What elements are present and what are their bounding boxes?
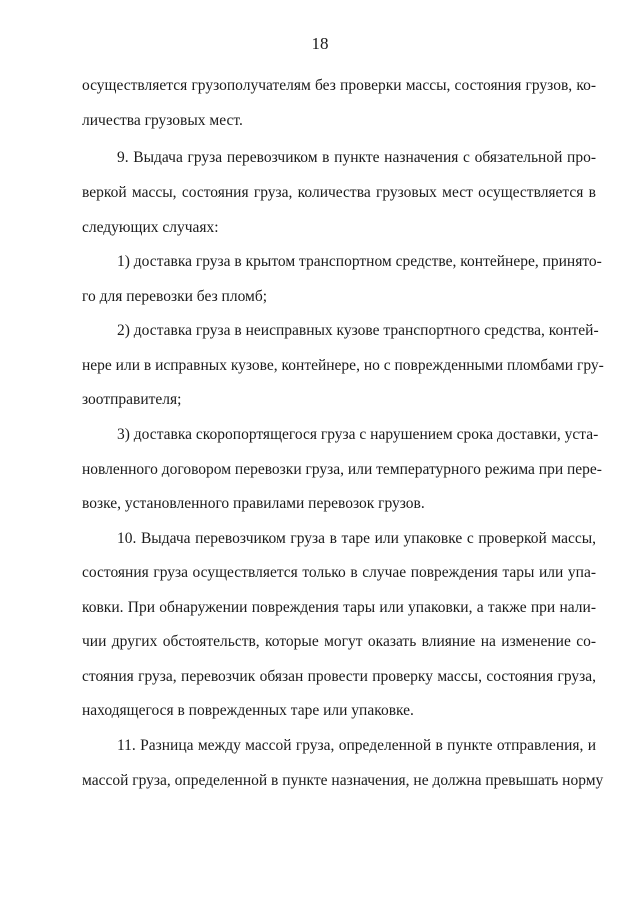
text-line: личества грузовых мест. <box>82 112 243 129</box>
text-line: нере или в исправных кузове, контейнере, но с поврежденными пломбами гру- <box>82 357 604 374</box>
list-item-1-first-line: 1) доставка груза в крытом транспортном средстве, контейнере, принято- <box>117 253 602 270</box>
text-line: стояния груза, перевозчик обязан провести проверку массы, состояния груза, <box>82 668 596 685</box>
page-number: 18 <box>311 34 329 53</box>
text-line: новленного договором перевозки груза, или температурного режима при пере- <box>82 461 602 478</box>
text-line: чии других обстоятельств, которые могут оказать влияние на изменение со- <box>82 633 596 650</box>
text-line: зоотправителя; <box>82 391 182 408</box>
text-line: состояния груза осуществляется только в случае повреждения тары или упа- <box>82 564 596 581</box>
text-line: находящегося в поврежденных таре или упаковке. <box>82 702 414 719</box>
text-line: го для перевозки без пломб; <box>82 288 268 305</box>
text-line: следующих случаях: <box>82 219 219 236</box>
text-line: веркой массы, состояния груза, количества грузовых мест осуществляется в <box>82 184 596 201</box>
paragraph-10-first-line: 10. Выдача перевозчиком груза в таре или упаковке с проверкой массы, <box>117 530 596 547</box>
list-item-3-first-line: 3) доставка скоропортящегося груза с нарушением срока доставки, уста- <box>117 426 599 443</box>
text-line: массой груза, определенной в пункте назначения, не должна превышать норму <box>82 772 604 789</box>
list-item-2-first-line: 2) доставка груза в неисправных кузове транспортного средства, контей- <box>117 322 599 339</box>
text-line: ковки. При обнаружении повреждения тары или упаковки, а также при нали- <box>82 599 596 616</box>
text-line: осуществляется грузополучателям без проверки массы, состояния грузов, ко- <box>82 77 596 94</box>
text-line: возке, установленного правилами перевозок грузов. <box>82 495 425 512</box>
paragraph-9-first-line: 9. Выдача груза перевозчиком в пункте назначения с обязательной про- <box>117 149 596 166</box>
paragraph-11-first-line: 11. Разница между массой груза, определенной в пункте отправления, и <box>117 737 596 754</box>
